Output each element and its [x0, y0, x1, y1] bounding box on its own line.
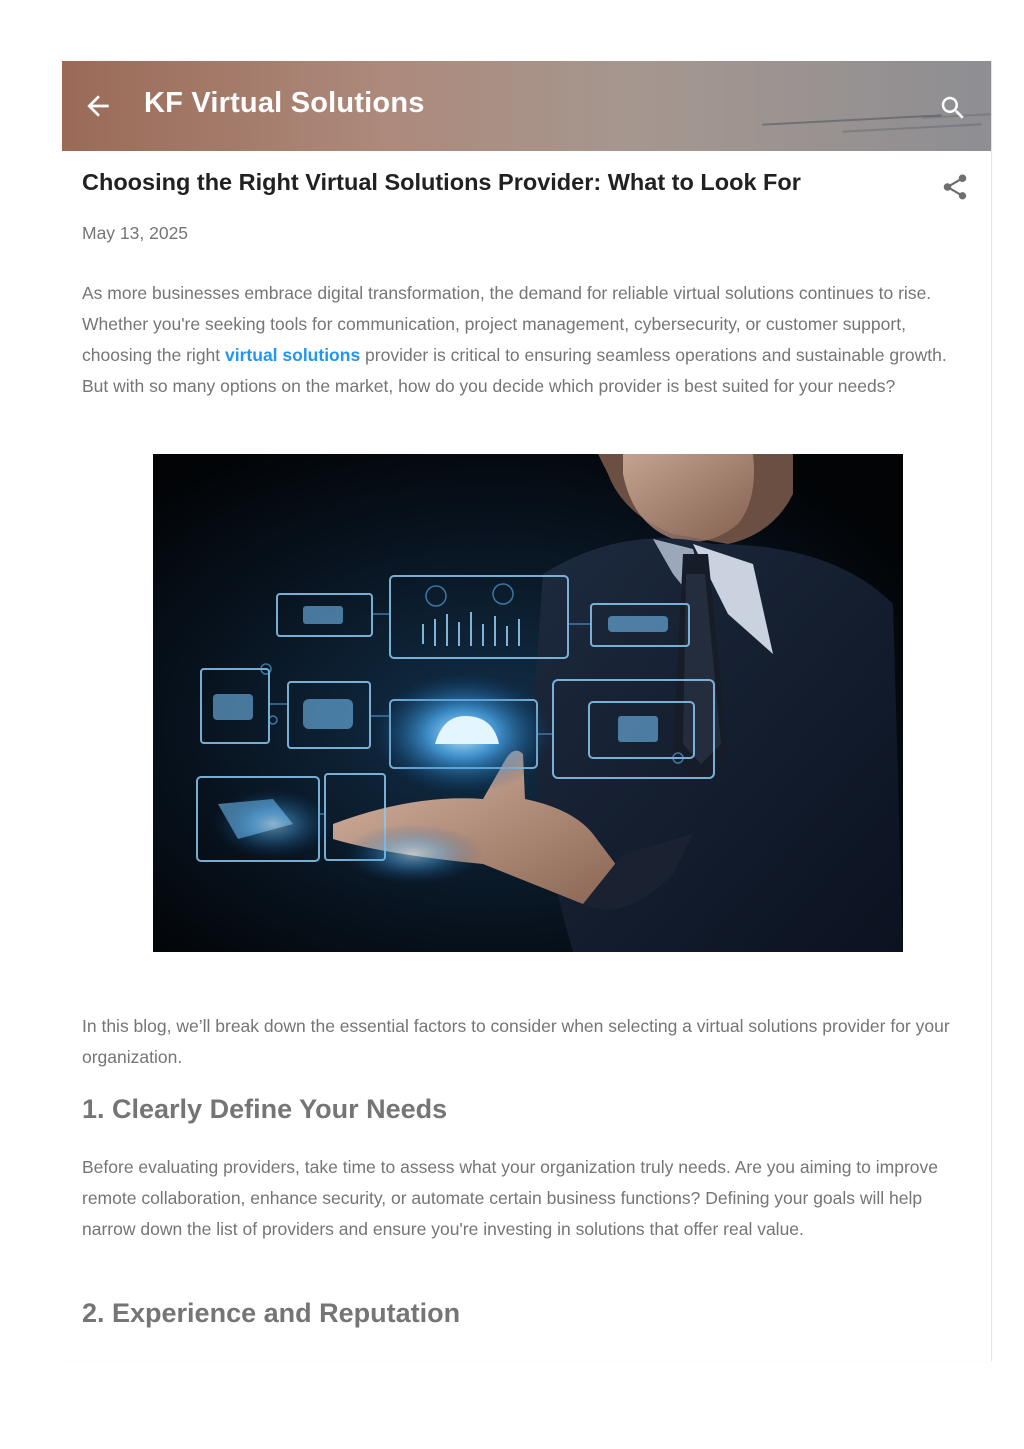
section-heading-1: 1. Clearly Define Your Needs	[82, 1094, 448, 1124]
virtual-solutions-link[interactable]: virtual solutions	[225, 345, 361, 365]
section-1-paragraph: Before evaluating providers, take time to assess what your organization truly needs. Are you aiming to improve remote collaboration, enhance security, or automate certain business functions? Defining your goals will help narrow down the list of providers and ensure you're investing in solutions that offer real value.	[82, 1157, 938, 1239]
intro-paragraph	[82, 278, 972, 402]
arrow-left-icon	[82, 88, 114, 124]
share-icon	[940, 171, 970, 203]
blog-header	[62, 61, 991, 151]
back-button[interactable]	[82, 88, 114, 124]
blog-post-card	[62, 61, 992, 1361]
post-date: May 13, 2025	[82, 223, 189, 243]
post-title: Choosing the Right Virtual Solutions Provider: What to Look For	[82, 169, 801, 195]
hero-image	[153, 454, 903, 952]
section-heading-2: 2. Experience and Reputation	[82, 1298, 461, 1328]
overview-paragraph: In this blog, we’ll break down the essential factors to consider when selecting a virtual solutions provider for your organization.	[82, 1016, 950, 1067]
search-icon	[938, 93, 968, 123]
share-button[interactable]	[940, 171, 970, 203]
search-button[interactable]	[938, 93, 968, 123]
intro-text-after: provider is critical to ensuring seamless operations and sustainable growth. But with so many options on the market, how do you decide which provider is best suited for your needs?	[82, 345, 947, 396]
intro-text-before: As more businesses embrace digital transformation, the demand for reliable virtual solutions continues to rise. Whether you're seeking tools for communication, project management, cybersecurity, or customer support, choosing the right	[82, 283, 932, 365]
site-title[interactable]: KF Virtual Solutions	[144, 87, 425, 119]
